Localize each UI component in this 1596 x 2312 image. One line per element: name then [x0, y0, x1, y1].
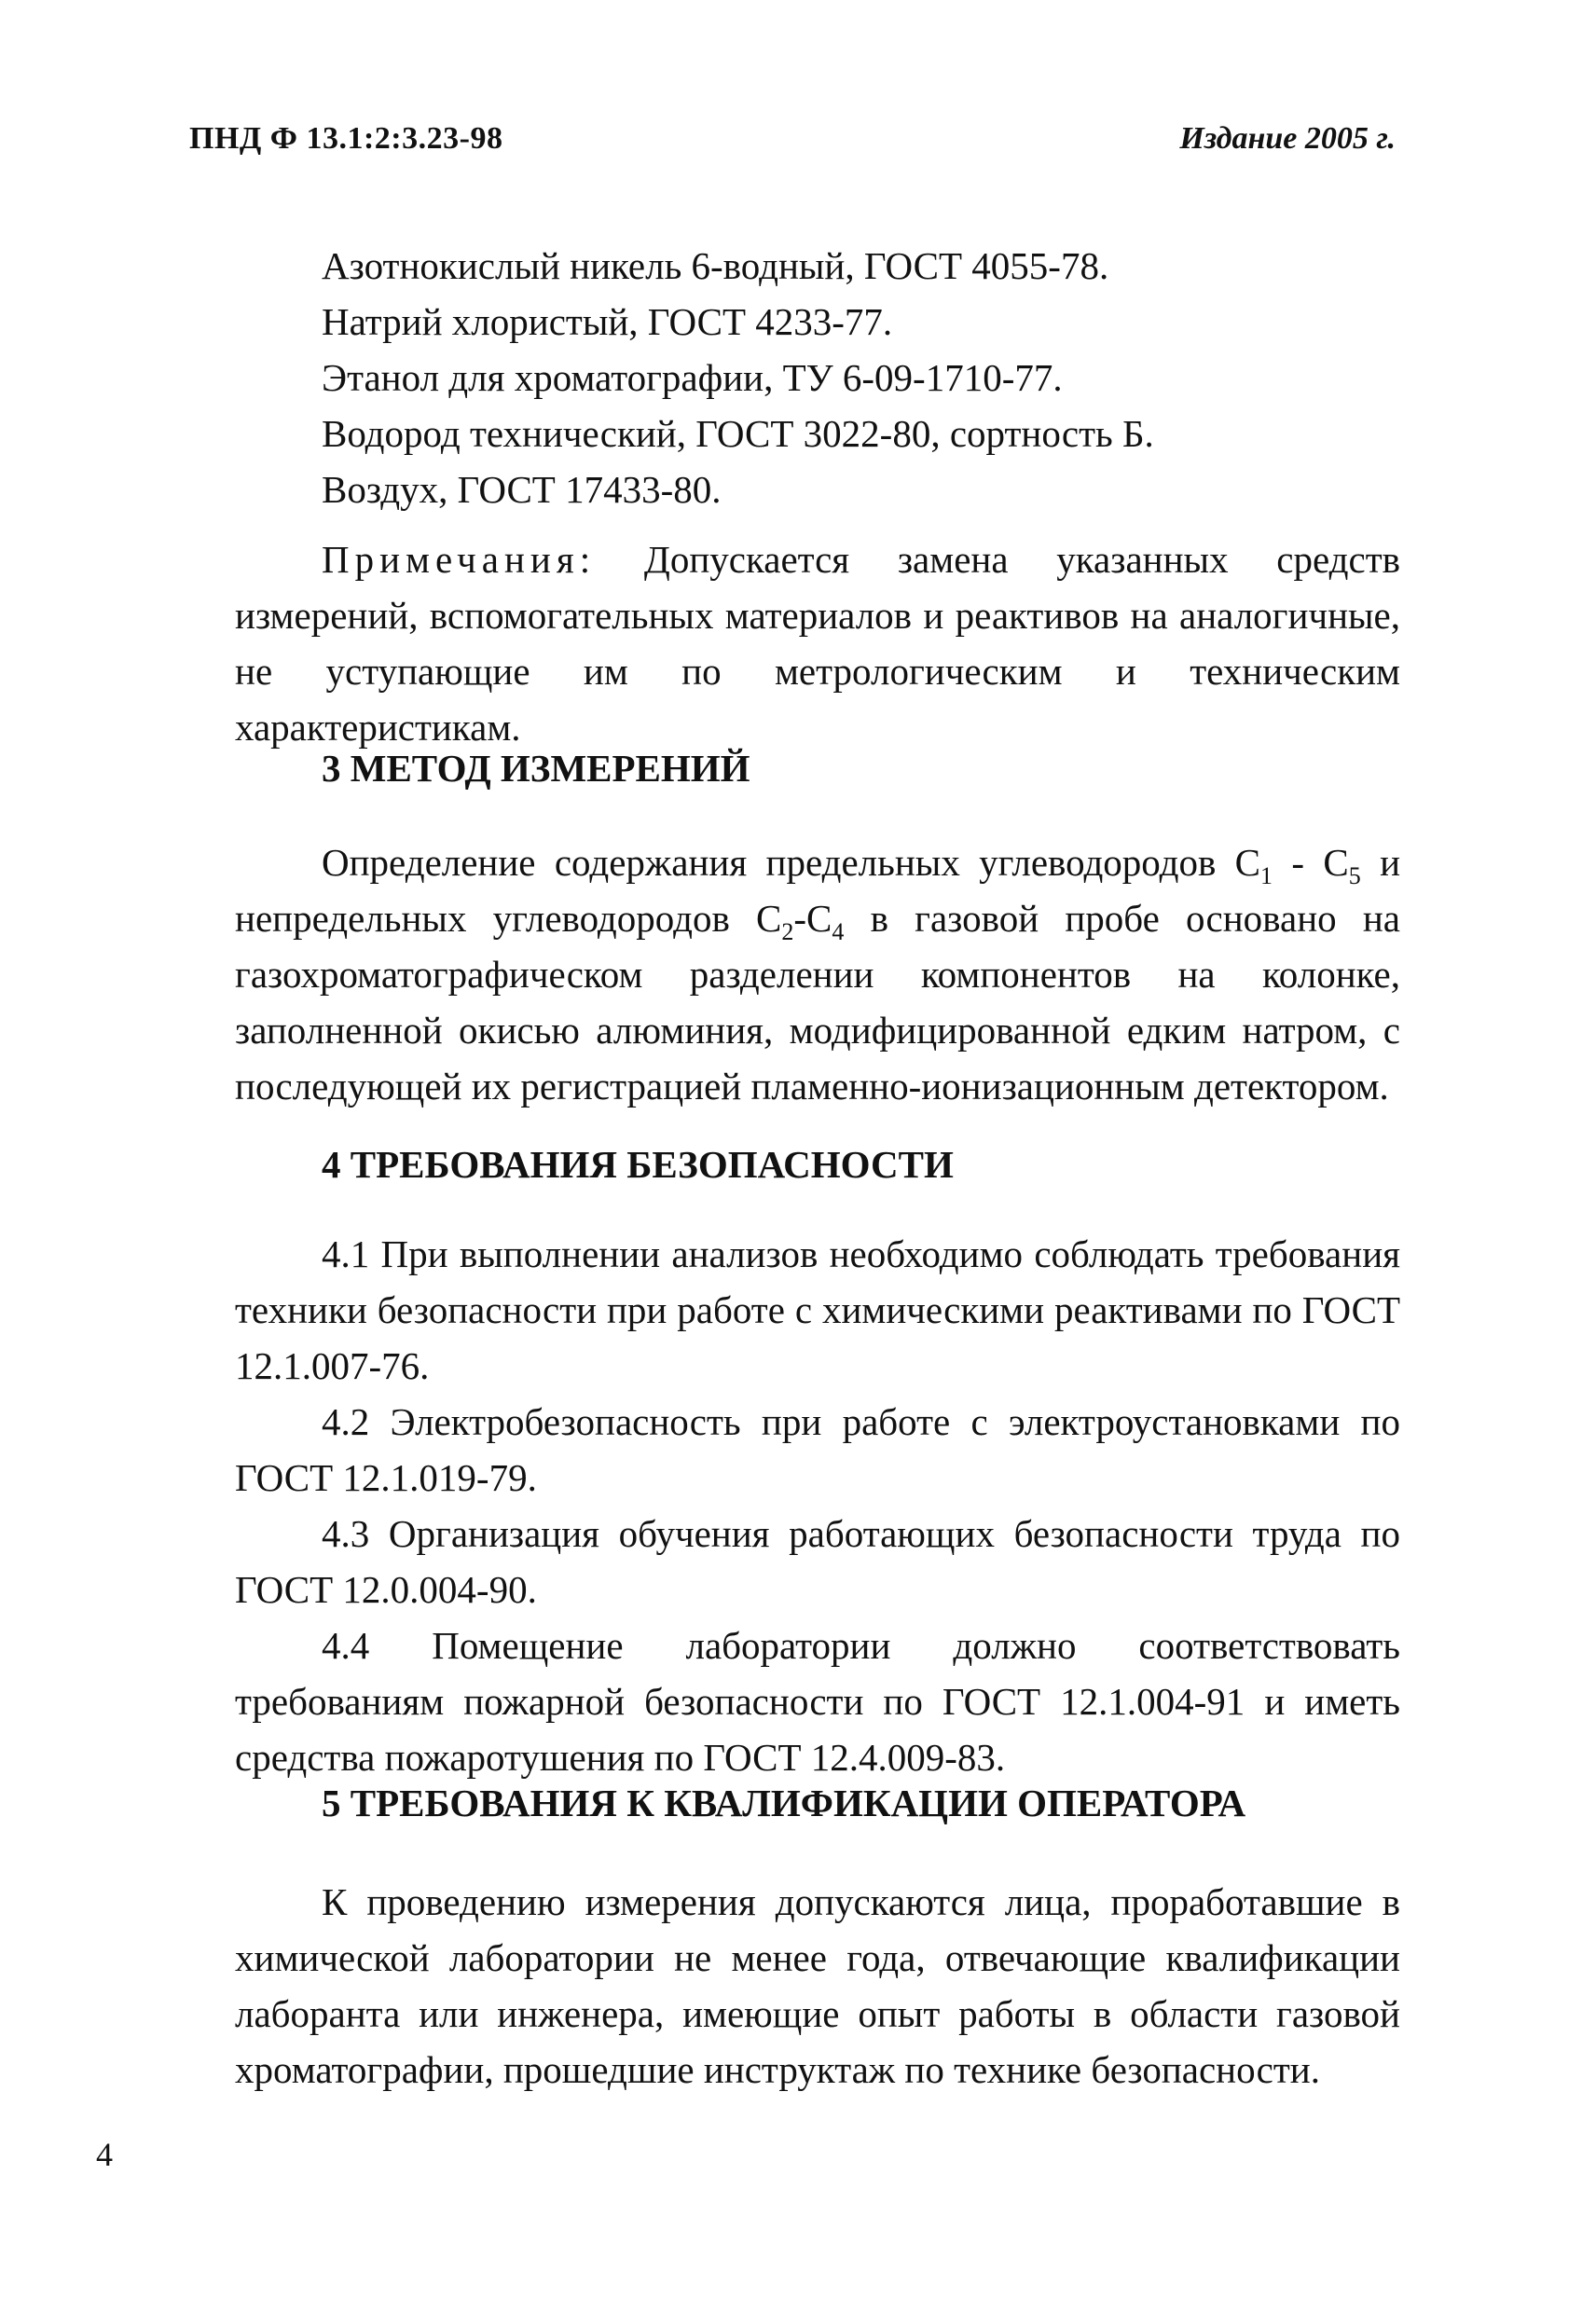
section-3-title: 3 МЕТОД ИЗМЕРЕНИЙ	[322, 747, 750, 790]
subscript: 1	[1260, 862, 1273, 890]
item-number: 4.4	[322, 1624, 370, 1667]
text-fragment: -С	[793, 897, 832, 940]
list-item: Водород технический, ГОСТ 3022-80, сортность Б.	[322, 412, 1154, 455]
item-text: Организация обучения работающих безопасности труда по ГОСТ 12.0.004-90.	[235, 1512, 1400, 1611]
subscript: 5	[1348, 862, 1361, 890]
list-item	[235, 1226, 1400, 1394]
note-text: Допускается замена указанных средств измерений, вспомогательных материалов и реактивов на аналогичные, не уступающие им по метрологическим и техническим характеристикам.	[235, 538, 1400, 749]
text-fragment: Определение содержания предельных углеводородов С	[322, 841, 1261, 884]
note-label: Примечания:	[322, 538, 597, 581]
section-3-paragraph	[235, 834, 1400, 1114]
item-text: При выполнении анализов необходимо соблюдать требования техники безопасности при работе с химическими реактивами по ГОСТ 12.1.007-76.	[235, 1232, 1400, 1387]
reagent-list	[322, 238, 1487, 517]
list-item	[235, 1394, 1400, 1506]
list-item	[235, 1617, 1400, 1785]
note-paragraph	[235, 531, 1400, 755]
item-text: Электробезопасность при работе с электроустановками по ГОСТ 12.1.019-79.	[235, 1400, 1400, 1499]
item-text: Помещение лаборатории должно соответствовать требованиям пожарной безопасности по ГОСТ 12.1.004-91 и иметь средства пожаротушения по ГОСТ 12.4.009-83.	[235, 1624, 1400, 1779]
section-4-items	[235, 1226, 1400, 1785]
section-5-paragraph	[235, 1874, 1400, 2098]
list-item	[235, 1506, 1400, 1617]
page-number: 4	[96, 2136, 113, 2173]
text-fragment: и непредельных углеводородов С	[235, 841, 1401, 940]
document-id: ПНД Ф 13.1:2:3.23-98	[189, 121, 503, 156]
item-number: 4.2	[322, 1400, 370, 1443]
section-5-text: К проведению измерения допускаются лица, проработавшие в химической лаборатории не менее года, отвечающие квалификации лаборанта или инженера, имеющие опыт работы в области газовой хроматографии, прошедшие инструктаж по технике безопасности.	[235, 1880, 1400, 2091]
list-item: Воздух, ГОСТ 17433-80.	[322, 468, 722, 511]
item-number: 4.3	[322, 1512, 370, 1555]
text-fragment: в газовой пробе основано на газохроматографическом разделении компонентов на колонке, заполненной окисью алюминия, модифицированной едким натром, с последующей их регистрацией пламенно-ионизационным детектором.	[235, 897, 1400, 1108]
item-number: 4.1	[322, 1232, 370, 1275]
text-fragment: - С	[1273, 841, 1349, 884]
subscript: 4	[832, 918, 845, 946]
edition-label: Издание 2005 г.	[1179, 121, 1396, 156]
section-4-title: 4 ТРЕБОВАНИЯ БЕЗОПАСНОСТИ	[322, 1143, 954, 1186]
section-5-title: 5 ТРЕБОВАНИЯ К КВАЛИФИКАЦИИ ОПЕРАТОРА	[322, 1782, 1246, 1824]
subscript: 2	[781, 918, 794, 946]
list-item: Азотнокислый никель 6-водный, ГОСТ 4055-78.	[322, 244, 1109, 287]
list-item: Этанол для хроматографии, ТУ 6-09-1710-77.	[322, 356, 1063, 399]
list-item: Натрий хлористый, ГОСТ 4233-77.	[322, 300, 893, 343]
